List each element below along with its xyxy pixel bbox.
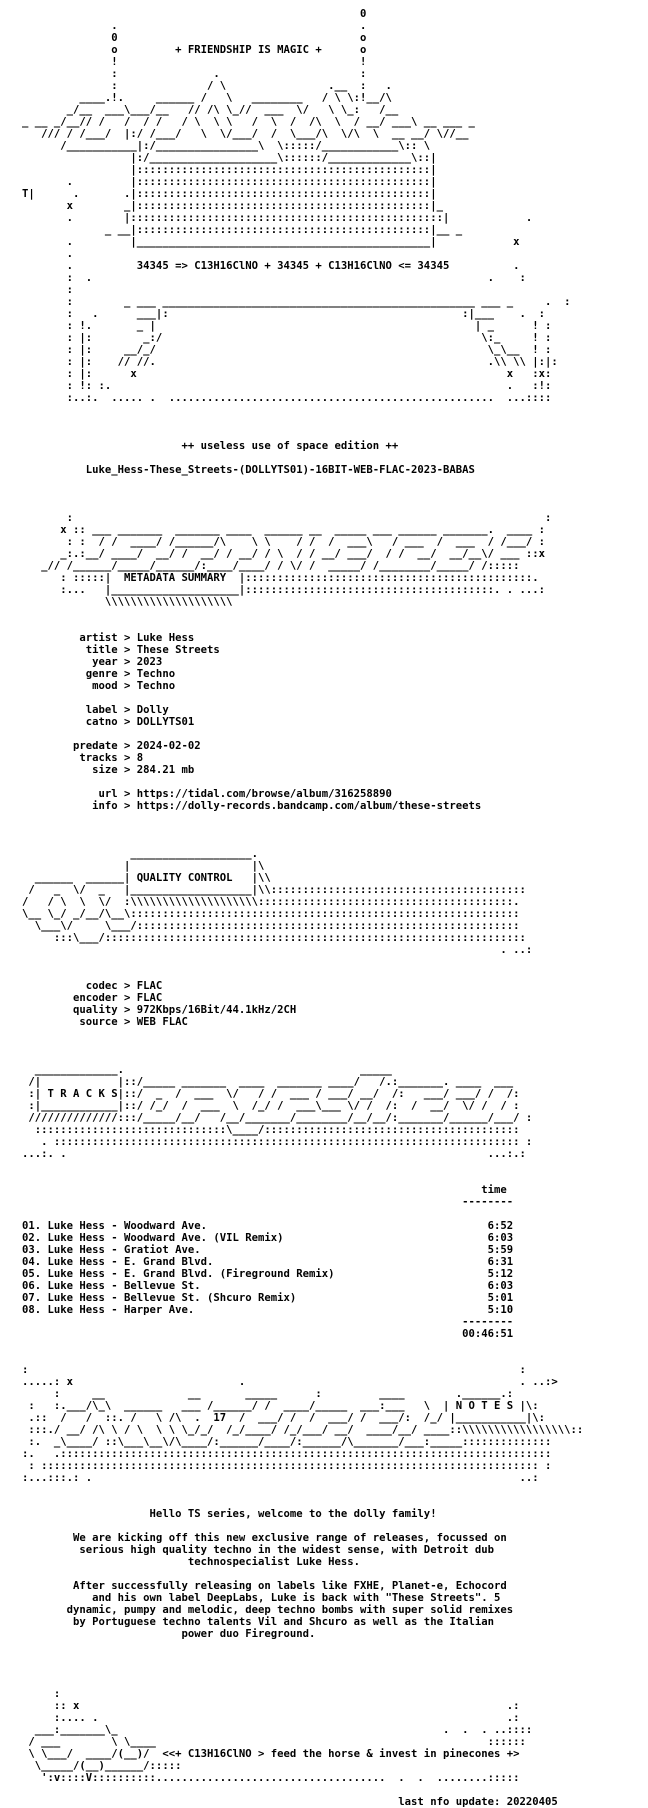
nfo-line: . . (22, 20, 367, 32)
nfo-line: \\\\\\\\\\\\\\\\\\\\ (22, 596, 233, 608)
nfo-line: 05. Luke Hess - E. Grand Blvd. (Fireground Remix) 5:12 (22, 1268, 514, 1280)
nfo-line: 00:46:51 (22, 1328, 514, 1340)
nfo-line: -------- (22, 1196, 514, 1208)
nfo-line: : :::::::::::::::::::::::::::::::::::::::::::::::::::::::::::::::::::::::::::::: : (22, 1460, 552, 1472)
nfo-line: technospecialist Luke Hess. (22, 1556, 361, 1568)
nfo-line: label > Dolly (22, 704, 169, 716)
nfo-line: 08. Luke Hess - Harper Ave. 5:10 (22, 1304, 514, 1316)
nfo-line: quality > 972Kbps/16Bit/44.1kHz/2CH (22, 1004, 297, 1016)
nfo-line: :| T R A C K S|::/ _ / ___ \/ / / ___ / ___/ __/ /: ___/ ___/ / /: (22, 1088, 520, 1100)
nfo-line: _/__ ___\___/__ // /\ \_// ___ \/ \ \_: /__ (22, 104, 399, 116)
nfo-line: | |\ (22, 860, 265, 872)
nfo-line: 0 (22, 8, 367, 20)
nfo-line: ::::::::::::::::::::::::::::::\____/:::::::::::::::::::::::::::::::::::::::: (22, 1124, 520, 1136)
nfo-line: power duo Fireground. (22, 1628, 316, 1640)
nfo-line: : . : (22, 68, 367, 80)
nfo-line: 0 o (22, 32, 367, 44)
nfo-line: |::::::::::::::::::::::::::::::::::::::::::::::| (22, 164, 437, 176)
nfo-line: _:.:__/ ____/ __/ / __/ / __/ / \ / / __/ ___/ / / __/ __/__\/ ___ ::x (22, 548, 545, 560)
nfo-line: ___:_______\_ . . . ..:::: (22, 1724, 533, 1736)
nfo-line: Hello TS series, welcome to the dolly family! (22, 1508, 437, 1520)
nfo-line: / _ \/ _ |___________________|\\:::::::::::::::::::::::::::::::::::::::: (22, 884, 526, 896)
nfo-line: :: x .: (22, 1700, 520, 1712)
nfo-line: /// / /___/ |:/ /___/ \ \/___/ / \___/\ \/\ \ __ __/ \//__ (22, 128, 469, 140)
nfo-line: last nfo update: 20220405 (22, 1796, 558, 1808)
nfo-line: :::./ __/ /\ \ / \ \ \ \_/_/ /_/____/ /_/___/ __/ ____/__/ ____::\\\\\\\\\\\\\\\\\:: (22, 1424, 584, 1436)
nfo-line: : !. _ | | _ ! : (22, 320, 552, 332)
nfo-line: _____________. _____ (22, 1064, 392, 1076)
nfo-line: url > https://tidal.com/browse/album/316258890 (22, 788, 392, 800)
nfo-line: : : (22, 1364, 526, 1376)
nfo-line: We are kicking off this new exclusive range of releases, focussed on (22, 1532, 507, 1544)
nfo-line: :. _\____/ ::\___\__\/\____/:______/____/:______/\_______/___:_____:::::::::::::: (22, 1436, 552, 1448)
nfo-line: : :.___/\_\ ______ ___ /______/ / ____/_____ ___:___ \ | N O T E S |\: (22, 1400, 539, 1412)
nfo-line: ...:. . ...:.: (22, 1148, 526, 1160)
nfo-line: : : (22, 512, 552, 524)
nfo-line: title > These Streets (22, 644, 220, 656)
nfo-line: : : / / ____/ /______/\ \ \ / / / ___\ / ___ / ___ / /___/ : (22, 536, 545, 548)
nfo-line: encoder > FLAC (22, 992, 163, 1004)
nfo-line: / ___ \ \____ :::::: (22, 1736, 526, 1748)
nfo-line: .:: / / ::. / \ /\ . 17 / ___/ / / ___/ / ___/: /_/ |___________|\: (22, 1412, 545, 1424)
nfo-line: : . . : (22, 272, 526, 284)
nfo-line: After successfully releasing on labels like FXHE, Planet-e, Echocord (22, 1580, 507, 1592)
nfo-line: source > WEB FLAC (22, 1016, 188, 1028)
nfo-line: :...:::.: . ..: (22, 1472, 539, 1484)
nfo-line: 04. Luke Hess - E. Grand Blvd. 6:31 (22, 1256, 514, 1268)
nfo-line: :... |____________________|:::::::::::::::::::::::::::::::::::::::. . ...: (22, 584, 545, 596)
nfo-line: o + FRIENDSHIP IS MAGIC + o (22, 44, 367, 56)
nfo-line: :..:. ..... . ................................................... ...:::: (22, 392, 552, 404)
nfo-line: . (22, 248, 74, 260)
nfo-line: tracks > 8 (22, 752, 144, 764)
nfo-line: catno > DOLLYTS01 (22, 716, 195, 728)
nfo-line: : __ __ _____ : ____ .______.: (22, 1388, 514, 1400)
nfo-line: :.... . .: (22, 1712, 520, 1724)
nfo-line: ______ ______| QUALITY CONTROL |\\ (22, 872, 271, 884)
nfo-line: by Portuguese techno talents Vil and Shcuro as well as the Italian (22, 1616, 494, 1628)
nfo-line: 07. Luke Hess - Bellevue St. (Shcuro Remix) 5:01 (22, 1292, 514, 1304)
nfo-line: . ..: (22, 944, 533, 956)
nfo-line: artist > Luke Hess (22, 632, 195, 644)
nfo-line: : |: x x :x: (22, 368, 552, 380)
nfo-line: . |::::::::::::::::::::::::::::::::::::::::::::::| (22, 176, 437, 188)
nfo-line: . |:::::::::::::::::::::::::::::::::::::::::::::::::| . (22, 212, 533, 224)
nfo-line: / / \ \ \/ :\\\\\\\\\\\\\\\\\\\\::::::::::::::::::::::::::::::::::::::::. (22, 896, 520, 908)
nfo-line: _ __ _/__// / / / / / \ \ \ / \ / /\ \ / __/ ___\ __ ___ _ (22, 116, 475, 128)
nfo-line: T| . .|::::::::::::::::::::::::::::::::::::::::::::::| (22, 188, 437, 200)
nfo-line: : !: :. . :!: (22, 380, 552, 392)
nfo-line: predate > 2024-02-02 (22, 740, 201, 752)
nfo-line: ':v::::V::::::::::.................................... . . ........::::: (22, 1772, 520, 1784)
nfo-line: 01. Luke Hess - Woodward Ave. 6:52 (22, 1220, 514, 1232)
nfo-line: \ \___/ ____/(__)/ <<+ C13H16ClNO > feed the horse & invest in pinecones +> (22, 1748, 520, 1760)
nfo-line: year > 2023 (22, 656, 163, 668)
nfo-line: /| |::/_____ _______ ____ _______ ____/ /.:_______. ____ ___ (22, 1076, 514, 1088)
nfo-line: info > https://dolly-records.bandcamp.com/album/these-streets (22, 800, 482, 812)
nfo-line: _ __|::::::::::::::::::::::::::::::::::::::::::::::|__ _ (22, 224, 463, 236)
nfo-line: : |: __/_/ \_\__ ! : (22, 344, 552, 356)
nfo-line: \__ \_/ _/__/\__\::::::::::::::::::::::::::::::::::::::::::::::::::::::::::::: (22, 908, 520, 920)
nfo-line: and his own label DeepLabs, Luke is back with "These Streets". 5 (22, 1592, 501, 1604)
nfo-line: genre > Techno (22, 668, 176, 680)
nfo-line: serious high quality techno in the widest sense, with Detroit dub (22, 1544, 494, 1556)
nfo-line: . |______________________________________________| x (22, 236, 520, 248)
nfo-line: . 34345 => C13H16ClNO + 34345 + C13H16ClNO <= 34345 . (22, 260, 520, 272)
nfo-line: -------- (22, 1316, 514, 1328)
nfo-line: : |: // //. .\\ \\ |:|: (22, 356, 558, 368)
nfo-line: codec > FLAC (22, 980, 163, 992)
nfo-line: : |: _:/ \:_ ! : (22, 332, 552, 344)
nfo-line: |:/____________________\::::::/_____________\::| (22, 152, 437, 164)
nfo-line: \_____/(__)______/::::: (22, 1760, 182, 1772)
nfo-line: ____.!. ______ / \ ________ / \ \:!__/\ (22, 92, 392, 104)
nfo-line: : :::::| METADATA SUMMARY |:::::::::::::::::::::::::::::::::::::::::::::. (22, 572, 539, 584)
nfo-line: : . ___|: :|___ . : (22, 308, 545, 320)
nfo-line: :|____________|::/ /_/ / ___ \ /_/ / ___\___ \/ / /: / __/ \/ / / : (22, 1100, 520, 1112)
nfo-line: Luke_Hess-These_Streets-(DOLLYTS01)-16BIT-WEB-FLAC-2023-BABAS (22, 464, 475, 476)
nfo-line: /___________|:/________________\ \:::::/____________\:: \ (22, 140, 431, 152)
nfo-line: ! ! (22, 56, 367, 68)
nfo-text-block (22, 8, 583, 1808)
nfo-line: size > 284.21 mb (22, 764, 195, 776)
nfo-line: mood > Techno (22, 680, 176, 692)
nfo-line: .....: x . . ..:> (22, 1376, 558, 1388)
nfo-line: 02. Luke Hess - Woodward Ave. (VIL Remix) 6:03 (22, 1232, 514, 1244)
nfo-line: . ::::::::::::::::::::::::::::::::::::::::::::::::::::::::::::::::::::::::: : (22, 1136, 533, 1148)
nfo-line: :::\___/:::::::::::::::::::::::::::::::::::::::::::::::::::::::::::::::::: (22, 932, 526, 944)
nfo-line: //////////////:::/_____/__/ /__/_______/________/__/__/:_______/______/___/ : (22, 1112, 533, 1124)
nfo-line: ++ useless use of space edition ++ (22, 440, 399, 452)
nfo-line: dynamic, pumpy and melodic, deep techno bombs with super solid remixes (22, 1604, 514, 1616)
nfo-line: : / \ .__ : . (22, 80, 392, 92)
nfo-line: 06. Luke Hess - Bellevue St. 6:03 (22, 1280, 514, 1292)
nfo-line: 03. Luke Hess - Gratiot Ave. 5:59 (22, 1244, 514, 1256)
nfo-line: x _|::::::::::::::::::::::::::::::::::::::::::::::|_ (22, 200, 443, 212)
nfo-line: \___\/ \___/:::::::::::::::::::::::::::::::::::::::::::::::::::::::::::: (22, 920, 520, 932)
nfo-line: _// /______/_____/______/:____/____/ / \/ / _____/ /________/_____/ /::::: (22, 560, 520, 572)
nfo-line: ___________________. (22, 848, 258, 860)
nfo-line: x :: ___ _______ _______ ____ ______ __ _____ ___ ______ _______. ____ : (22, 524, 545, 536)
nfo-line: : (22, 284, 74, 296)
nfo-line: :. .::::::::::::::::::::::::::::::::::::::::::::::::::::::::::::::::::::::::::::: (22, 1448, 552, 1460)
nfo-line: : (22, 1688, 61, 1700)
nfo-line: : _ ___ _________________________________________________ ___ _ . : (22, 296, 571, 308)
nfo-line: time (22, 1184, 507, 1196)
